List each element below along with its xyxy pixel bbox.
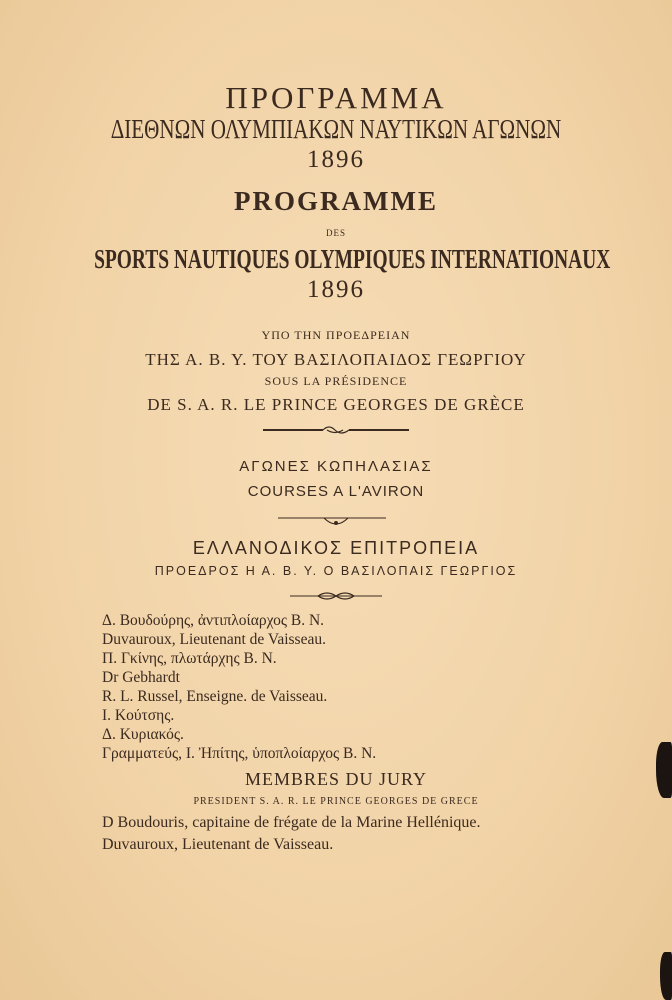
committee-title: ΕΛΛΑΝΟΔΙΚΟΣ ΕΠΙΤΡΟΠΕΙΑ	[192, 538, 480, 558]
committee-member: Duvauroux, Lieutenant de Vaisseau.	[102, 631, 326, 648]
ornament-divider	[0, 513, 672, 527]
committee-member: Γραμματεύς, Ι. Ἠπίτης, ὑποπλοίαρχος Β. Ν.	[102, 745, 377, 762]
title-french: PROGRAMME	[234, 186, 438, 216]
section-french: COURSES A L'AVIRON	[247, 483, 425, 500]
committee-member: Dr Gebhardt	[102, 669, 180, 686]
patronage-greek-2: ΤΗΣ Α. Β. Υ. ΤΟΥ ΒΑΣΙΛΟΠΑΙΔΟΣ ΓΕΩΡΓΙΟΥ	[145, 350, 527, 369]
year-french: 1896	[307, 276, 365, 303]
year-greek: 1896	[307, 146, 365, 173]
jury-member: Duvauroux, Lieutenant de Vaisseau.	[102, 836, 334, 853]
title-greek: ΠΡΟΓΡΑΜΜΑ	[225, 80, 447, 115]
jury-president: PRESIDENT S. A. R. LE PRINCE GEORGES DE GRECE	[193, 796, 479, 807]
jury-title: MEMBRES DU JURY	[244, 769, 428, 789]
committee-member: Δ. Κυριακός.	[102, 726, 184, 743]
paper-damage	[660, 952, 672, 1000]
jury-member: D Boudouris, capitaine de frégate de la Marine Hellénique.	[102, 814, 481, 831]
committee-member: Δ. Βουδούρης, ἀντιπλοίαρχος Β. Ν.	[102, 612, 325, 629]
patronage-french-1: SOUS LA PRÉSIDENCE	[264, 374, 408, 388]
des-label: DES	[325, 228, 346, 238]
committee-member: Ι. Κούτσης.	[102, 707, 175, 724]
ornament-divider	[0, 590, 672, 602]
committee-president: ΠΡΟΕΔΡΟΣ Η Α. Β. Υ. Ο ΒΑΣΙΛΟΠΑΙΣ ΓΕΩΡΓΙΟΣ	[154, 564, 518, 578]
paper-damage	[656, 742, 672, 798]
subtitle-greek: ΔΙΕΘΝΩΝ ΟΛΥΜΠΙΑΚΩΝ ΝΑΥΤΙΚΩΝ ΑΓΩΝΩΝ	[110, 114, 562, 144]
subtitle-french: SPORTS NAUTIQUES OLYMPIQUES INTERNATIONAUX	[94, 244, 611, 274]
committee-member: Π. Γκίνης, πλωτάρχης Β. Ν.	[102, 650, 277, 667]
ornament-divider	[0, 424, 672, 436]
patronage-greek-1: ΥΠΟ ΤΗΝ ΠΡΟΕΔΡΕΙΑΝ	[261, 328, 411, 342]
section-greek: ΑΓΩΝΕΣ ΚΩΠΗΛΑΣΙΑΣ	[239, 458, 433, 475]
patronage-french-2: DE S. A. R. LE PRINCE GEORGES DE GRÈCE	[147, 395, 525, 414]
committee-member: R. L. Russel, Enseigne. de Vaisseau.	[102, 688, 328, 705]
